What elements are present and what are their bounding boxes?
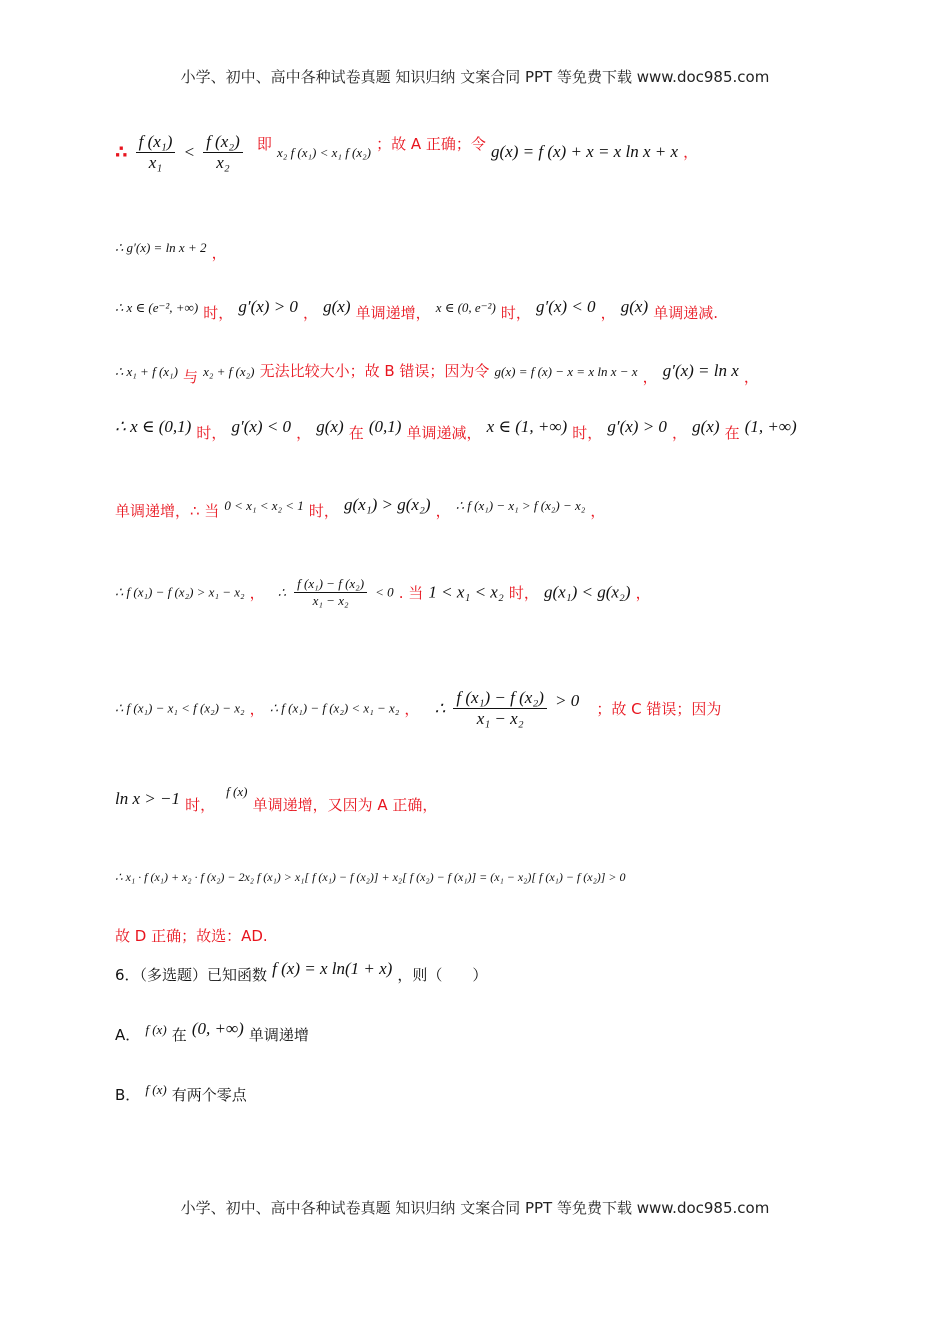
math: ∴ x₁ + f (x₁) [115, 364, 178, 379]
text: 时， [308, 502, 339, 520]
line-5 [115, 416, 797, 442]
math: f (x) [226, 784, 248, 799]
math: ∴ x ∈ (e⁻², +∞) [115, 300, 199, 315]
math: < 0 [375, 584, 394, 600]
math: f (x) = x ln(1 + x) [272, 959, 393, 978]
fraction-2-numerator: f (x₂) [203, 132, 243, 153]
math: g(x) [323, 297, 351, 316]
fraction-1 [136, 132, 176, 173]
math: (1, +∞) [744, 417, 797, 436]
question-6 [115, 958, 488, 984]
math: 1 < x₁ < x₂ [428, 582, 504, 602]
question-text: 6．（多选题）已知函数 [115, 966, 268, 984]
text: ， [600, 304, 616, 322]
fraction-3-numerator: f (x₁) − f (x₂) [294, 576, 367, 593]
math: ∴ f (x₁) − x₁ > f (x₂) − x₂ [455, 498, 586, 513]
option-a [115, 1018, 309, 1044]
text: ， [683, 143, 699, 161]
text: ， [211, 244, 227, 262]
math: ∴ f (x₁) − x₁ < f (x₂) − x₂ [115, 700, 245, 716]
text: 时， [500, 304, 531, 322]
text: ， [404, 700, 420, 718]
option-label: B． [115, 1086, 141, 1104]
math: g′(x) < 0 [536, 297, 596, 316]
fraction-2 [203, 132, 243, 173]
option-b [115, 1078, 247, 1104]
math: ln x > −1 [115, 789, 180, 808]
line-6 [115, 494, 606, 520]
option-label: A． [115, 1026, 141, 1044]
math: g(x₁) > g(x₂) [344, 495, 431, 514]
math: ∴ g′(x) = ln x + 2 [115, 240, 207, 255]
math: g′(x) > 0 [238, 297, 298, 316]
fraction-3-denominator: x₁ − x₂ [312, 593, 349, 608]
conclusion-text: 故 D 正确；故选：AD. [115, 927, 268, 945]
text: ， [590, 502, 606, 520]
text: ， [635, 584, 651, 602]
math: 0 < x₁ < x₂ < 1 [224, 498, 304, 513]
line-7 [115, 576, 651, 609]
math: g(x) [692, 417, 720, 436]
fraction-4 [453, 688, 546, 729]
text: ， [435, 502, 451, 520]
line-9 [115, 784, 438, 814]
math: g(x) = f (x) + x = x ln x + x [491, 142, 679, 161]
fraction-2-denominator: x₂ [216, 153, 230, 172]
text: 即 [256, 135, 272, 153]
less-than: < [183, 142, 195, 162]
text: 无法比较大小；故 B 错误；因为令 [259, 362, 490, 380]
text: 时， [572, 424, 603, 442]
math: g′(x) > 0 [607, 417, 667, 436]
line-1 [115, 132, 698, 173]
text: ， [296, 424, 312, 442]
text: 单调递增，∴ 当 [115, 502, 220, 520]
line-4 [115, 360, 759, 386]
line-11 [115, 925, 268, 946]
text: 时， [196, 424, 227, 442]
math: ∴ x ∈ (0,1) [115, 417, 192, 436]
math: x ∈ (0, e⁻²) [435, 300, 496, 315]
math: (0, +∞) [191, 1019, 244, 1038]
page-footer: 小学、初中、高中各种试卷真题 知识归纳 文案合同 PPT 等免费下载 www.doc985.com [180, 1199, 770, 1217]
fraction-1-numerator: f (x₁) [136, 132, 176, 153]
text: ， [642, 368, 658, 386]
text: ， [303, 304, 319, 322]
text: ， [743, 368, 759, 386]
therefore-symbol: ∴ [115, 142, 128, 163]
math: g(x₁) < g(x₂) [543, 582, 631, 602]
math: ∴ [434, 698, 446, 718]
text: ， [672, 424, 688, 442]
math: x₂ f (x₁) < x₁ f (x₂) [277, 145, 372, 160]
math: g(x) [316, 417, 344, 436]
fraction-4-numerator: f (x₁) − f (x₂) [453, 688, 546, 709]
line-10 [115, 866, 626, 885]
math: g′(x) < 0 [231, 417, 292, 436]
math: ∴ x₁ · f (x₁) + x₂ · f (x₂) − 2x₂ f (x₁) > x₁[ f (x₁) − f (x₂)] + x₂[ f (x₂) − f (x₁)] = (x₁ − x₂)[ f (x₁) − f (x₂)] > 0 [115, 870, 626, 884]
text: ， [249, 584, 265, 602]
option-text: 单调递增 [248, 1026, 309, 1044]
text: 单调递减. [653, 304, 719, 322]
question-text: ，则（ ） [397, 966, 488, 984]
text: 单调递增，又因为 A 正确， [252, 796, 438, 814]
text: 单调递减， [406, 424, 482, 442]
fraction-3 [294, 576, 367, 609]
math: g(x) = f (x) − x = x ln x − x [494, 364, 638, 379]
fraction-4-denominator: x₁ − x₂ [476, 709, 524, 728]
page-header: 小学、初中、高中各种试卷真题 知识归纳 文案合同 PPT 等免费下载 www.doc985.com [180, 68, 770, 86]
text: ；故 A 正确；令 [376, 135, 486, 153]
text: 时， [508, 584, 539, 602]
line-3 [115, 296, 719, 322]
text: ， [249, 700, 265, 718]
line-8 [115, 688, 721, 729]
text: 时， [185, 796, 216, 814]
text: ；故 C 错误；因为 [596, 700, 722, 718]
math: ∴ [277, 584, 287, 600]
text: 与 [183, 368, 199, 386]
math: x₂ + f (x₂) [203, 364, 255, 379]
text: . 当 [398, 584, 424, 602]
fraction-1-denominator: x₁ [148, 153, 163, 172]
text: 在 [348, 424, 364, 442]
option-text: 有两个零点 [171, 1086, 247, 1104]
line-2 [115, 236, 227, 262]
math: g′(x) = ln x [662, 361, 739, 380]
math: ∴ f (x₁) − f (x₂) > x₁ − x₂ [115, 584, 245, 600]
math: ∴ f (x₁) − f (x₂) < x₁ − x₂ [269, 700, 400, 716]
math: > 0 [555, 690, 580, 710]
math: (0,1) [368, 417, 402, 436]
text: 单调递增， [355, 304, 431, 322]
text: 时， [203, 304, 234, 322]
math: f (x) [145, 1082, 167, 1097]
math: g(x) [620, 297, 649, 316]
math: x ∈ (1, +∞) [486, 417, 568, 436]
text: 在 [724, 424, 740, 442]
math: f (x) [145, 1022, 167, 1037]
option-text: 在 [171, 1026, 187, 1044]
